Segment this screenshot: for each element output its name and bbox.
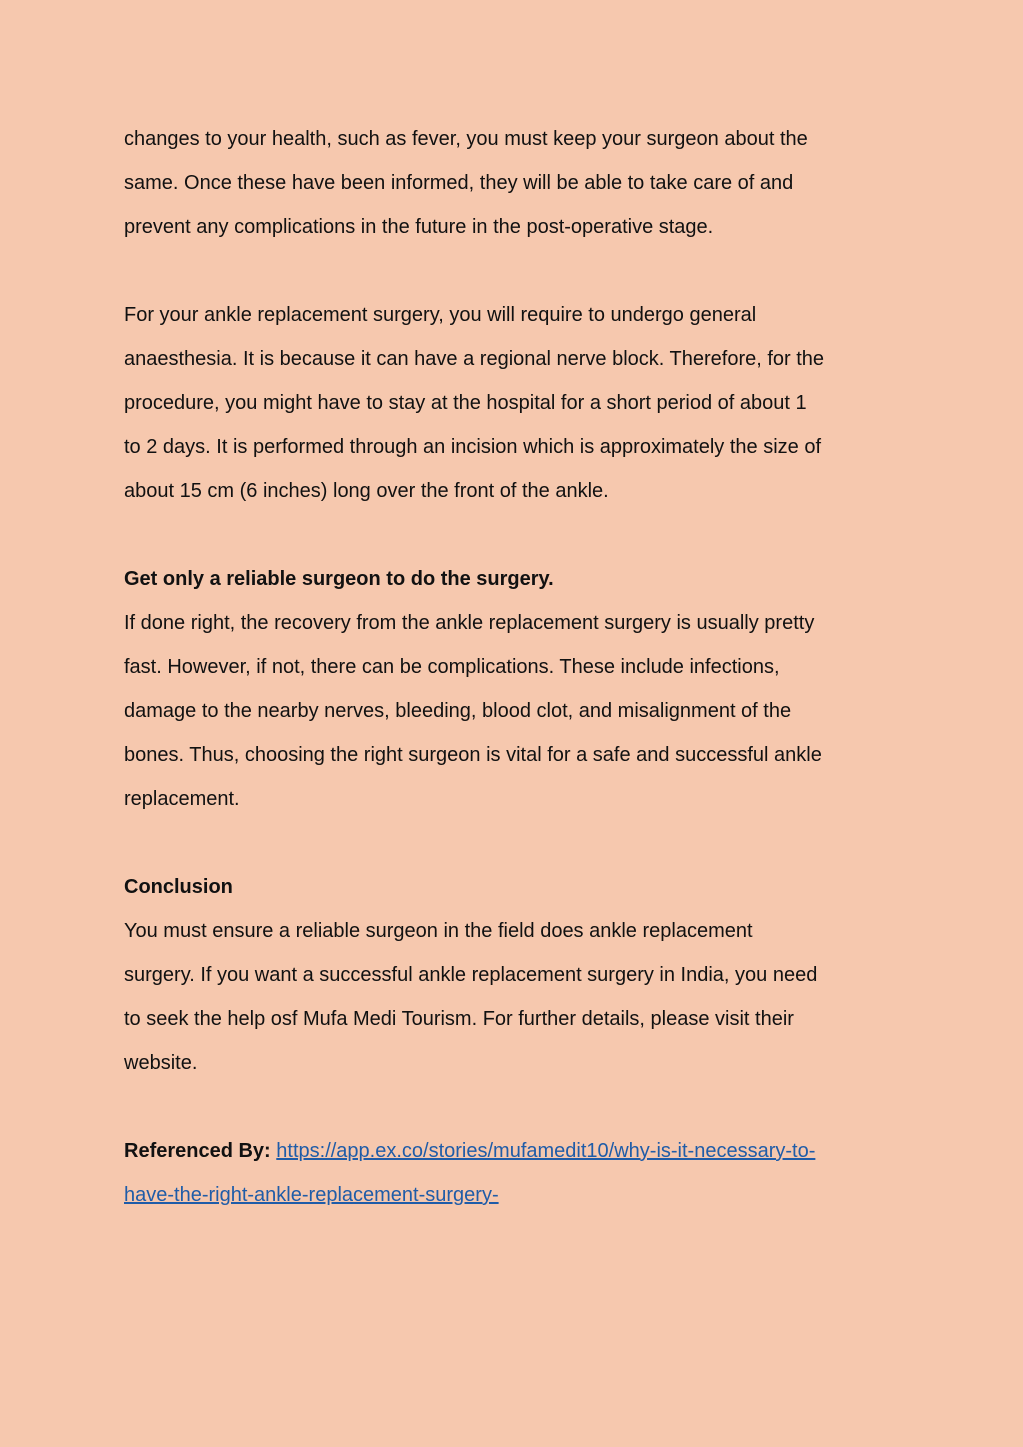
text-line: website. (124, 1052, 198, 1074)
text-line: fast. However, if not, there can be complications. These include infections, (124, 656, 780, 678)
reference-link-part1[interactable]: https://app.ex.co/stories/mufamedit10/why-is-it-necessary-to- (276, 1140, 816, 1162)
intro-paragraph (124, 117, 914, 249)
text-line: damage to the nearby nerves, bleeding, blood clot, and misalignment of the (124, 700, 792, 722)
text-line: changes to your health, such as fever, you must keep your surgeon about the (124, 128, 808, 150)
document-page (124, 117, 914, 1217)
text-line: to 2 days. It is performed through an incision which is approximately the size of (124, 436, 822, 458)
text-line: bones. Thus, choosing the right surgeon is vital for a safe and successful ankle (124, 744, 822, 766)
conclusion-paragraph (124, 909, 914, 1085)
reference-label: Referenced By: (124, 1140, 271, 1162)
reference-link-part2[interactable]: have-the-right-ankle-replacement-surgery- (124, 1184, 499, 1206)
text-line: anaesthesia. It is because it can have a regional nerve block. Therefore, for the (124, 348, 825, 370)
text-line: to seek the help osf Mufa Medi Tourism. For further details, please visit their (124, 1008, 794, 1030)
reference-line (124, 1129, 914, 1173)
text-line: For your ankle replacement surgery, you will require to undergo general (124, 304, 757, 326)
conclusion-heading: Conclusion (124, 876, 233, 898)
text-line: replacement. (124, 788, 240, 810)
text-line: surgery. If you want a successful ankle replacement surgery in India, you need (124, 964, 818, 986)
text-line: If done right, the recovery from the ankle replacement surgery is usually pretty (124, 612, 815, 634)
paragraph-spacer (124, 513, 914, 557)
text-line: same. Once these have been informed, they will be able to take care of and (124, 172, 794, 194)
surgeon-paragraph (124, 601, 914, 821)
paragraph-spacer (124, 821, 914, 865)
text-line: about 15 cm (6 inches) long over the front of the ankle. (124, 480, 609, 502)
anaesthesia-paragraph (124, 293, 914, 513)
text-line: procedure, you might have to stay at the hospital for a short period of about 1 (124, 392, 807, 414)
text-line: You must ensure a reliable surgeon in the field does ankle replacement (124, 920, 753, 942)
paragraph-spacer (124, 249, 914, 293)
text-line: prevent any complications in the future in the post-operative stage. (124, 216, 714, 238)
reference-paragraph (124, 1129, 914, 1217)
paragraph-spacer (124, 1085, 914, 1129)
surgeon-heading: Get only a reliable surgeon to do the surgery. (124, 568, 554, 590)
reference-line (124, 1173, 914, 1217)
